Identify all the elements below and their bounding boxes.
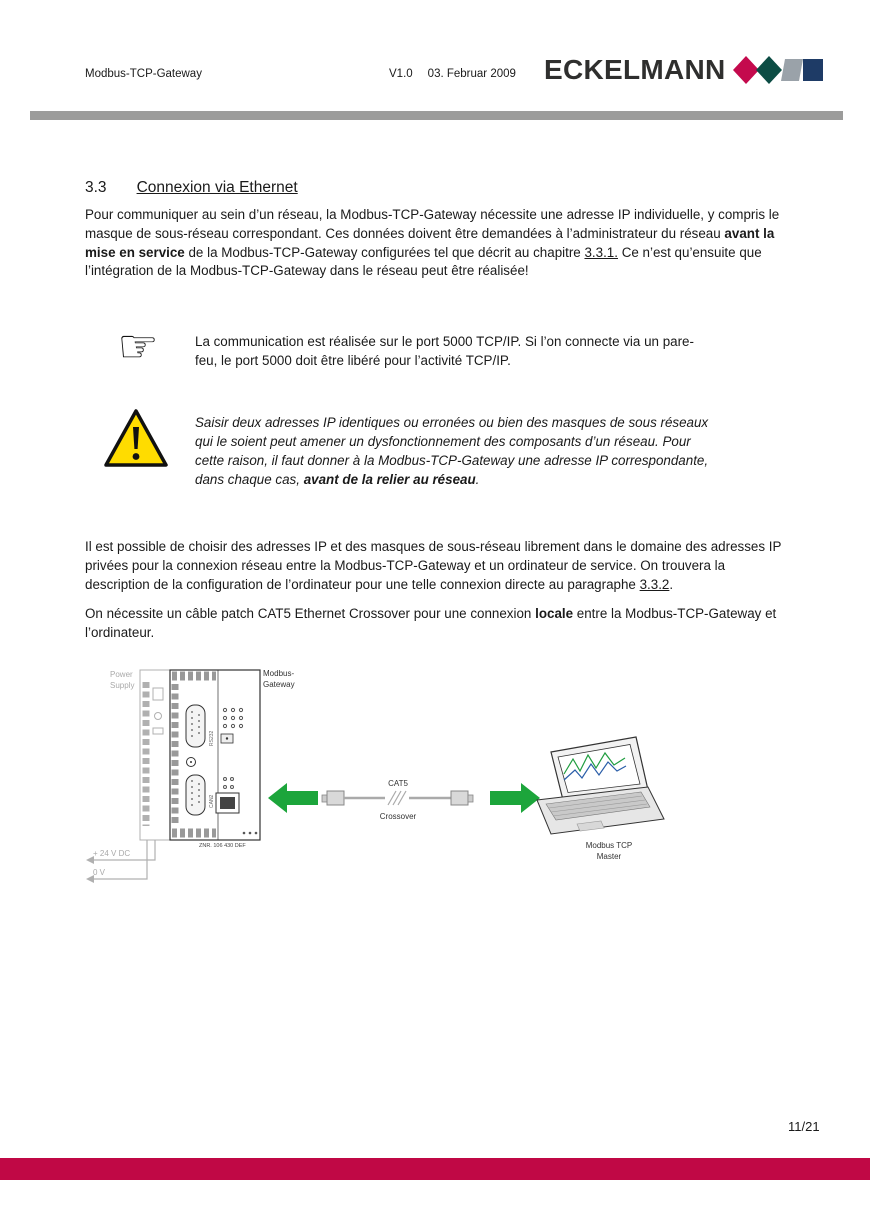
section-title: Connexion via Ethernet	[136, 179, 298, 196]
svg-text:Modbus-: Modbus-	[263, 669, 295, 678]
power-supply-module	[140, 670, 170, 840]
rs232-label: RS232	[209, 730, 215, 746]
svg-text:Gateway: Gateway	[263, 680, 295, 689]
bottom-indicator-dots	[243, 832, 258, 835]
cable-plug-left	[322, 795, 327, 802]
warning-text	[195, 413, 719, 489]
logo-mark	[733, 55, 825, 85]
logo-shape-navy	[803, 59, 823, 81]
text-segment: Pour communiquer au sein d’un réseau, la Modbus-TCP-Gateway nécessite une adresse IP individuelle, y compris le masque de sous-réseau correspondant. Ces données doivent être demandées à l’administrateur du réseau	[85, 207, 780, 241]
logo-wordmark: ECKELMANN	[544, 54, 726, 85]
paragraph-intro	[85, 206, 791, 281]
pointing-hand-icon: ☞	[117, 319, 159, 373]
text-segment: Il est possible de choisir des adresses IP et des masques de sous-réseau librement dans le domaine des adresses IP privées pour la connexion réseau entre la Modbus-TCP-Gateway et un ordinateur de service. On trouvera la description de la configuration de l’ordinateur pour une telle connexion directe au paragraphe	[85, 539, 782, 592]
svg-text:Master: Master	[596, 852, 622, 861]
text-segment: Saisir deux adresses IP identiques ou erronées ou bien des masques de sous réseaux qui le soient peut amener un dysfonctionnement des composants d’un réseau. Pour cette raison, il faut donner à la Modbus-TCP-Gateway une adresse IP correspondante, dans chaque cas,	[195, 415, 709, 488]
text-segment: On nécessite un câble patch CAT5 Ethernet Crossover pour une connexion	[85, 606, 536, 621]
laptop	[537, 737, 664, 834]
arrow-to-laptop	[490, 783, 540, 813]
can2-connector	[186, 775, 205, 815]
cable-connector-left	[327, 791, 344, 805]
crossover-cable	[322, 791, 473, 805]
svg-text:Power: Power	[110, 670, 133, 679]
header-doc-title: Modbus-TCP-Gateway	[85, 68, 202, 80]
power-supply-label	[110, 670, 134, 690]
cat5-label: CAT5	[388, 779, 408, 788]
rs232-connector	[186, 705, 205, 747]
header-version: V1.0	[389, 68, 413, 80]
plus-24v-label: + 24 V DC	[93, 849, 131, 858]
0v-label: 0 V	[93, 868, 106, 877]
header-rule	[30, 111, 843, 120]
paragraph-cable	[85, 605, 791, 643]
crossover-label: Crossover	[379, 812, 417, 821]
warning-exclamation-dot	[133, 453, 140, 460]
chapter-ref-3-3-1[interactable]: 3.3.1.	[584, 244, 618, 260]
header-date: 03. Februar 2009	[427, 68, 516, 80]
rotary-switch	[187, 758, 196, 767]
svg-text:Supply: Supply	[110, 681, 135, 690]
warning-triangle-icon	[103, 408, 169, 468]
text-segment: Ce n’est qu’ensuite que l’intégration de la Modbus-TCP-Gateway dans le réseau peut être réalisée!	[85, 244, 762, 279]
text-segment: avant de la relier au réseau	[303, 472, 476, 488]
paragraph-ip-choice	[85, 538, 791, 594]
arrow-to-gateway	[268, 783, 318, 813]
text-segment: .	[475, 472, 480, 488]
text-segment: locale	[535, 606, 574, 621]
text-segment: avant la mise en service	[85, 225, 775, 260]
cable-plug-right	[468, 795, 473, 802]
section-number: 3.3	[85, 179, 107, 196]
eckelmann-logo	[544, 54, 825, 86]
text-segment: de la Modbus-TCP-Gateway configurées tel que décrit au chapitre	[184, 244, 585, 260]
page-number: 11/21	[788, 1119, 820, 1134]
footer-rule	[0, 1158, 870, 1180]
svg-text:Modbus TCP: Modbus TCP	[585, 841, 633, 850]
cable-connector-right	[451, 791, 468, 805]
service-button-dot	[226, 737, 228, 739]
section-heading	[85, 179, 298, 197]
logo-diamond-crimson	[733, 56, 759, 84]
znr-label: ZNR. 106 430 DEF	[199, 843, 246, 849]
gateway-module	[170, 670, 260, 840]
can2-label: CAN2	[209, 794, 215, 808]
logo-shape-gray	[781, 59, 803, 81]
note-text: La communication est réalisée sur le port 5000 TCP/IP. Si l’on connecte via un pare-feu, le port 5000 doit être libéré pour l’activité TCP/IP.	[195, 334, 694, 369]
text-segment: entre la Modbus-TCP-Gateway et l’ordinateur.	[85, 606, 777, 640]
chapter-ref-3-3-2[interactable]: 3.3.2	[639, 576, 670, 592]
master-label	[586, 841, 633, 861]
header-version-date	[389, 68, 516, 80]
text-segment: .	[669, 576, 674, 592]
ethernet-port	[216, 793, 239, 813]
logo-diamond-teal	[756, 56, 782, 84]
connection-diagram	[85, 658, 785, 898]
gateway-label	[263, 669, 295, 689]
